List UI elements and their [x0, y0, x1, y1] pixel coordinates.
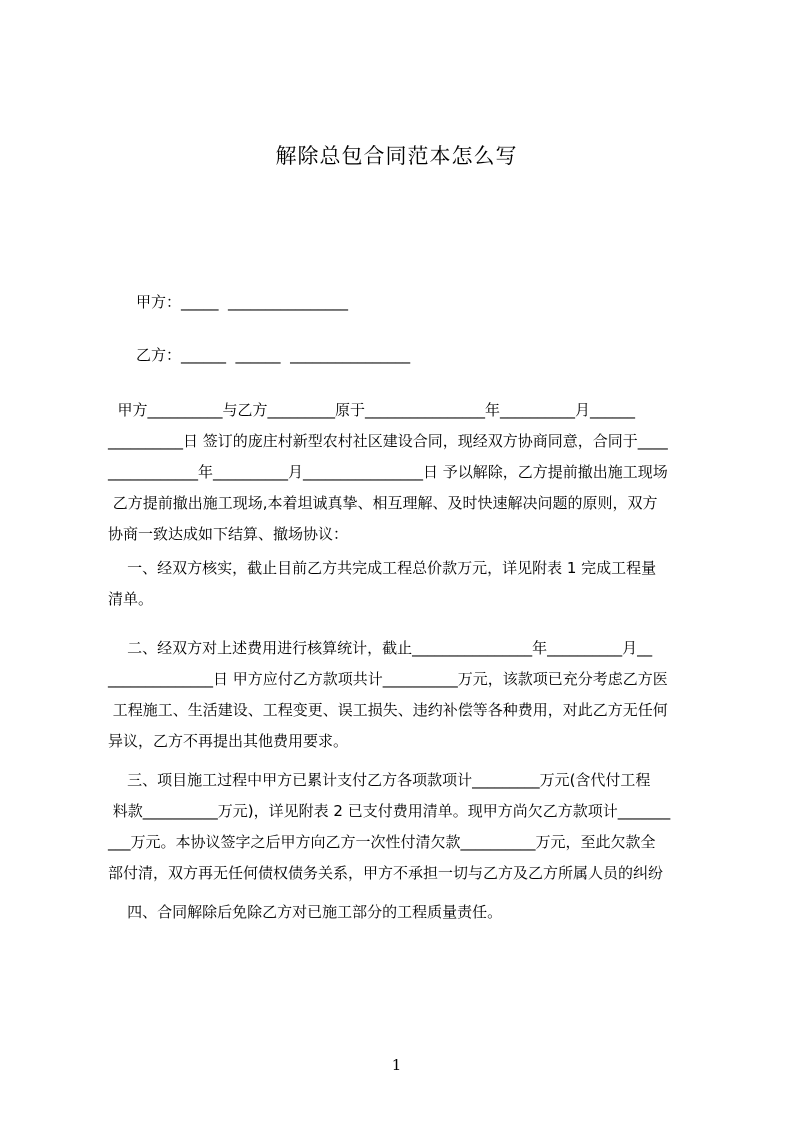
clause-1-paragraph [108, 553, 702, 615]
clause-2-line: 异议，乙方不再提出其他费用要求。 [108, 732, 349, 750]
clause-3-paragraph [108, 765, 702, 889]
party-b-line: 乙方：______ ______ ________________ [136, 346, 411, 364]
clause-4-paragraph [108, 897, 702, 928]
clause-3-line: 料款__________万元)，详见附表 2 已支付费用清单。现甲方尚欠乙方款项计_______ [108, 802, 671, 820]
intro-line: ____________年__________月________________日 予以解除，乙方提前撤出施工现场 [108, 463, 668, 481]
clause-3-line: ___万元。本协议签字之后甲方向乙方一次性付清欠款__________万元，至此欠款全 [108, 833, 656, 851]
document-title: 解除总包合同范本怎么写 [275, 144, 518, 168]
clause-1-line: 清单。 [108, 590, 154, 608]
clause-4-line: 四、合同解除后免除乙方对已施工部分的工程质量责任。 [108, 903, 503, 921]
party-a-line: 甲方：_____ ________________ [136, 293, 349, 311]
clause-1-line: 一、经双方核实，截止目前乙方共完成工程总价款万元，详见附表 1 完成工程量 [108, 559, 657, 577]
clause-2-paragraph [108, 633, 702, 757]
intro-line: __________日 签订的庞庄村新型农村社区建设合同，现经双方协商同意，合同于____ [108, 432, 668, 450]
page-number: 1 [391, 1056, 402, 1074]
clause-2-line: ______________日 甲方应付乙方款项共计__________万元，该款项已充分考虑乙方医 [108, 670, 668, 688]
intro-paragraph [108, 395, 702, 550]
intro-line: 甲方__________与乙方_________原于________________年__________月______ [108, 401, 636, 419]
clause-3-line: 三、项目施工过程中甲方已累计支付乙方各项款项计_________万元(含代付工程 [108, 771, 651, 789]
clause-3-line: 部付清，双方再无任何债权债务关系，甲方不承担一切与乙方及乙方所属人员的纠纷 [108, 864, 664, 882]
clause-2-line: 二、经双方对上述费用进行核算统计，截止________________年__________月__ [108, 639, 653, 657]
intro-line: 乙方提前撤出施工现场,本着坦诚真挚、相互理解、及时快速解决问题的原则，双方 [108, 494, 658, 512]
intro-line: 协商一致达成如下结算、撤场协议： [108, 525, 349, 543]
clause-2-line: 工程施工、生活建设、工程变更、误工损失、违约补偿等各种费用，对此乙方无任何 [108, 701, 668, 719]
